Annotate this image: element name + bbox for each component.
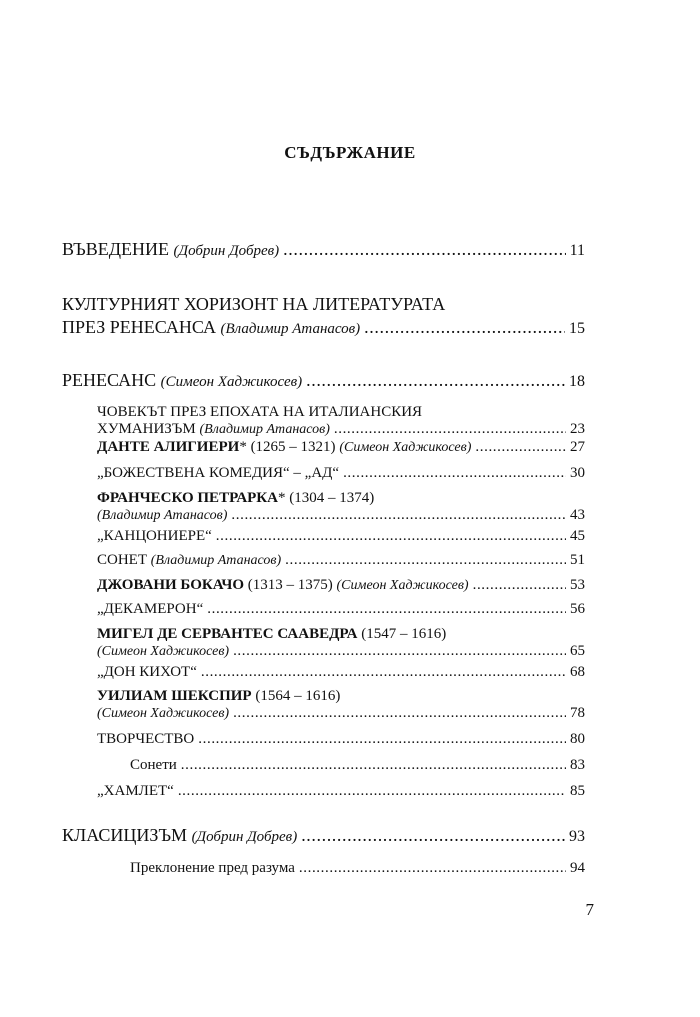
entry-title: „ХАМЛЕТ“ [97,783,174,799]
entry-page-number: 15 [569,320,585,337]
entry-dates: * (1265 – 1321) [239,439,336,455]
entry-page-number: 56 [570,601,585,617]
entry-author: (Владимир Атанасов) [220,321,361,337]
toc-entry-line [62,825,585,848]
entry-dates: * (1304 – 1374) [278,490,375,506]
toc-entry-line [62,239,585,262]
toc-entry-text [97,601,203,618]
toc-entry-line [97,465,585,482]
entry-author: (Симеон Хаджикосев) [339,440,472,455]
toc-entry-text [97,552,281,569]
toc-entry-text [130,757,177,774]
page-title: СЪДЪРЖАНИЕ [284,143,416,162]
entry-title: КЛАСИЦИЗЪМ [62,825,188,845]
entry-title: „ДЕКАМЕРОН“ [97,601,204,617]
entry-name: ДЖОВАНИ БОКАЧО [97,577,245,593]
entry-page-number: 11 [569,242,585,259]
entry-page-number: 80 [570,731,585,747]
toc-entry-text [97,577,469,594]
toc-entry-shekspir [97,688,585,722]
toc-entry-text [97,705,229,722]
dot-leader [473,577,566,594]
toc-entry-line [97,528,585,545]
entry-title: ТВОРЧЕСТВО [97,731,195,747]
toc-entry-text [97,404,422,420]
dot-leader [201,664,566,681]
toc-entry-text [62,294,445,314]
entry-page-number: 93 [569,828,585,845]
toc-entry-text [130,860,295,877]
toc-entry-bokacho [97,577,585,594]
toc-entry-line [97,643,585,660]
toc-entry-vavedenie [62,239,585,262]
toc-entry-soneti [130,757,585,774]
toc-entry-text [97,421,330,438]
toc-entry-line [130,757,585,774]
entry-page-number: 85 [570,783,585,799]
toc-entry-line [130,860,585,877]
toc-entry-hamlet [97,783,585,800]
toc-entry-line [97,507,585,524]
dot-leader [285,552,566,569]
toc-entry-text [97,664,197,681]
entry-title: РЕНЕСАНС [62,370,157,390]
toc-entry-text [97,626,446,642]
dot-leader [233,705,566,722]
toc-entry-bozhestvena [97,465,585,482]
toc-entry-line [97,552,585,569]
toc-entry-line [97,577,585,594]
entry-title: Преклонение пред разума [130,860,295,876]
toc-entry-line [97,490,585,507]
toc-entry-line [97,783,585,800]
dot-leader [216,528,566,545]
toc-entry-line [97,688,585,705]
dot-leader [178,783,566,800]
entry-name: УИЛИАМ ШЕКСПИР [97,688,252,704]
toc-entry-text [97,507,227,524]
entry-page-number: 27 [570,439,585,455]
toc-entry-kanconiere [97,528,585,545]
entry-dates: (1313 – 1375) [244,577,333,593]
entry-author: (Добрин Добрев) [173,243,280,259]
entry-title: „БОЖЕСТВЕНА КОМЕДИЯ“ – „АД“ [97,465,340,481]
toc-entry-line [97,731,585,748]
entry-author: (Симеон Хаджикосев) [97,644,230,659]
dot-leader [299,860,566,877]
toc-entry-text [62,370,302,393]
entry-author: (Симеон Хаджикосев) [160,374,303,390]
toc-entry-text [97,731,194,748]
entry-name: МИГЕЛ ДЕ СЕРВАНТЕС СААВЕДРА [97,626,358,642]
entry-title: ЧОВЕКЪТ ПРЕЗ ЕПОХАТА НА ИТАЛИАНСКИЯ [97,404,423,420]
entry-title: СОНЕТ [97,552,147,568]
entry-author: (Симеон Хаджикосев) [97,706,230,721]
dot-leader [207,601,566,618]
toc-entry-petrarka [97,490,585,524]
entry-title: ПРЕЗ РЕНЕСАНСА [62,317,216,337]
toc-entry-text [97,643,229,660]
entry-author: (Симеон Хаджикосев) [336,578,469,593]
toc-entry-line [97,705,585,722]
toc-entry-text [62,825,297,848]
toc-entry-preklonenie [130,860,585,877]
toc-entry-line [97,421,585,438]
toc-entry-text [97,439,471,456]
entry-page-number: 68 [570,664,585,680]
toc-entry-line [97,626,585,643]
dot-leader [301,825,565,846]
entry-page-number: 53 [570,577,585,593]
toc-entry-line [62,293,585,316]
entry-page-number: 30 [570,465,585,481]
entry-page-number: 78 [570,705,585,721]
toc-entry-tvorchestvo [97,731,585,748]
toc-entry-line [97,601,585,618]
entry-title: „КАНЦОНИЕРЕ“ [97,528,212,544]
entry-title: ХУМАНИЗЪМ [97,421,196,437]
dot-leader [364,316,565,339]
dot-leader [181,757,566,774]
toc-entry-chovekat [97,404,585,438]
entry-dates: (1547 – 1616) [357,626,447,642]
toc-entry-donkihot [97,664,585,681]
entry-page-number: 43 [570,507,585,523]
entry-page-number: 94 [570,860,585,876]
toc-entry-text [62,316,360,341]
entry-author: (Владимир Атанасов) [97,508,228,523]
entry-page-number: 83 [570,757,585,773]
entry-page-number: 51 [570,552,585,568]
dot-leader [231,507,566,524]
entry-dates: (1564 – 1616) [251,688,341,704]
dot-leader [198,731,566,748]
dot-leader [343,465,566,482]
toc-entry-klasicizam [62,825,585,848]
toc-entry-line [62,316,585,341]
toc-entry-line [97,664,585,681]
entry-page-number: 23 [570,421,585,437]
toc-entry-kulturniyat [62,293,585,341]
toc-entry-text [97,490,374,506]
toc-entry-text [97,688,340,704]
entry-title: КУЛТУРНИЯТ ХОРИЗОНТ НА ЛИТЕРАТУРАТА [62,294,446,314]
entry-name: ДАНТЕ АЛИГИЕРИ [97,439,240,455]
toc-entry-dekameron [97,601,585,618]
page-number: 7 [585,900,594,919]
entry-title: „ДОН КИХОТ“ [97,664,197,680]
toc-entry-text [97,528,212,545]
entry-page-number: 65 [570,643,585,659]
toc-entry-renesans [62,370,585,393]
toc-entry-servantes [97,626,585,660]
toc-entry-dante [97,439,585,456]
toc-entry-text [97,465,339,482]
toc-entry-line [62,370,585,393]
dot-leader [475,439,566,456]
dot-leader [306,370,565,391]
entry-author: (Владимир Атанасов) [199,422,330,437]
dot-leader [233,643,566,660]
entry-page-number: 45 [570,528,585,544]
entry-author: (Владимир Атанасов) [150,553,282,568]
toc-entry-line [97,439,585,456]
entry-author: (Добрин Добрев) [191,829,298,845]
dot-leader [283,239,565,260]
entry-title: Сонети [130,757,177,773]
entry-name: ФРАНЧЕСКО ПЕТРАРКА [97,490,279,506]
entry-title: ВЪВЕДЕНИЕ [62,239,170,259]
toc-entry-text [97,783,174,800]
toc-entry-sonet [97,552,585,569]
dot-leader [334,421,566,438]
toc-entry-text [62,239,279,262]
toc-entry-line [97,404,585,421]
entry-page-number: 18 [569,373,585,390]
